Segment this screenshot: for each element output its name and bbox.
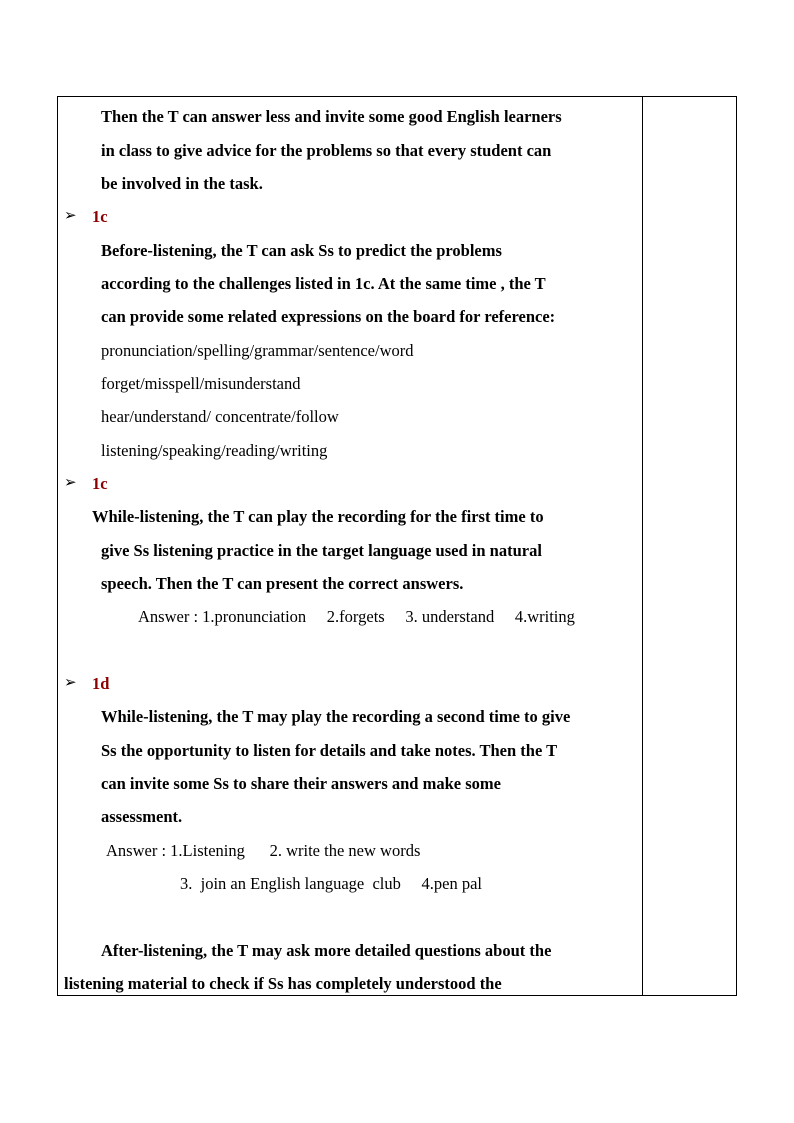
paragraph-line: While-listening, the T can play the recording for the first time to <box>92 507 544 526</box>
paragraph-line: After-listening, the T may ask more detailed questions about the <box>101 941 552 960</box>
paragraph-line: speech. Then the T can present the correct answers. <box>101 574 464 593</box>
section-heading: 1c <box>92 207 108 226</box>
paragraph-line: listening material to check if Ss has completely understood the <box>64 974 502 993</box>
expression-line: pronunciation/spelling/grammar/sentence/word <box>101 341 414 360</box>
paragraph-line: Then the T can answer less and invite some good English learners <box>101 107 562 126</box>
paragraph-line: assessment. <box>101 807 183 826</box>
paragraph-line: give Ss listening practice in the target language used in natural <box>101 541 542 560</box>
answer-line: 3. join an English language club 4.pen pal <box>180 874 482 893</box>
paragraph-line: Before-listening, the T can ask Ss to predict the problems <box>101 241 502 260</box>
answer-line: Answer : 1.pronunciation 2.forgets 3. understand 4.writing <box>138 607 575 626</box>
paragraph-line: While-listening, the T may play the recording a second time to give <box>101 707 571 726</box>
arrow-bullet-icon: ➢ <box>64 208 77 224</box>
answer-line: Answer : 1.Listening 2. write the new words <box>106 841 421 860</box>
arrow-bullet-icon: ➢ <box>64 475 77 491</box>
section-heading: 1d <box>92 674 110 693</box>
paragraph-line: can provide some related expressions on the board for reference: <box>101 307 556 326</box>
expression-line: hear/understand/ concentrate/follow <box>101 407 339 426</box>
paragraph-line: according to the challenges listed in 1c. At the same time , the T <box>101 274 546 293</box>
column-divider <box>642 97 643 995</box>
paragraph-line: in class to give advice for the problems so that every student can <box>101 141 552 160</box>
expression-line: listening/speaking/reading/writing <box>101 441 328 460</box>
paragraph-line: can invite some Ss to share their answers and make some <box>101 774 501 793</box>
paragraph-line: be involved in the task. <box>101 174 263 193</box>
arrow-bullet-icon: ➢ <box>64 675 77 691</box>
section-heading: 1c <box>92 474 108 493</box>
paragraph-line: Ss the opportunity to listen for details and take notes. Then the T <box>101 741 558 760</box>
expression-line: forget/misspell/misunderstand <box>101 374 301 393</box>
